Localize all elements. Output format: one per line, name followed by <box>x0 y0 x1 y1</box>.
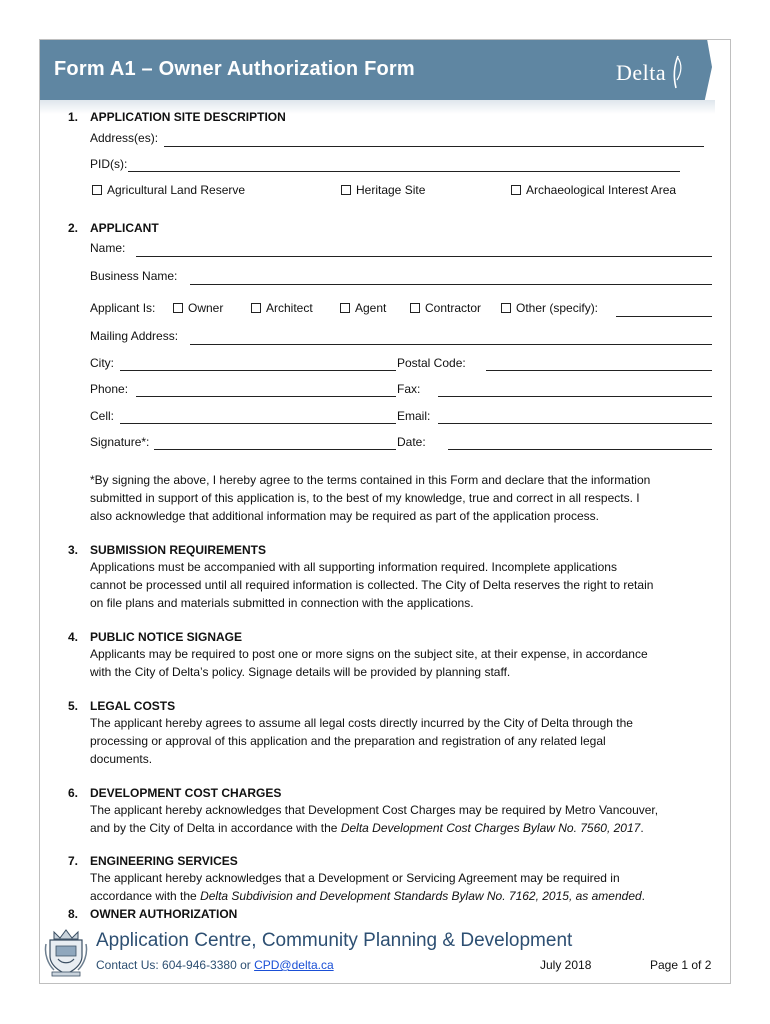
checkbox-archaeological-interest-area[interactable]: Archaeological Interest Area <box>511 183 676 197</box>
postal-code-field[interactable] <box>486 370 712 371</box>
section-4-heading: 4. PUBLIC NOTICE SIGNAGE <box>68 630 243 644</box>
checkbox-icon <box>173 303 183 313</box>
email-field[interactable] <box>438 423 712 424</box>
contact-email-link[interactable]: CPD@delta.ca <box>254 958 334 972</box>
page-number: Page 1 of 2 <box>650 958 712 972</box>
fax-label: Fax: <box>397 382 421 396</box>
delta-logo <box>616 52 696 92</box>
checkbox-icon <box>251 303 261 313</box>
fax-field[interactable] <box>438 396 712 397</box>
pid-label: PID(s): <box>90 157 128 171</box>
section-5-heading: 5. LEGAL COSTS <box>68 699 176 713</box>
section-8-heading: 8. OWNER AUTHORIZATION <box>68 907 238 921</box>
legal-costs-text: The applicant hereby agrees to assume all legal costs directly incurred by the City of Delta through the processing or approval of this application and the preparation and registration of any related legal documents. <box>90 716 633 766</box>
section-3-heading: 3. SUBMISSION REQUIREMENTS <box>68 543 267 557</box>
signature-field[interactable] <box>154 449 396 450</box>
cell-label: Cell: <box>90 409 115 423</box>
checkbox-icon <box>92 185 102 195</box>
development-cost-charges-text: The applicant hereby acknowledges that Development Cost Charges may be required by Metro Vancouver, and by the City of Delta in accordance with the Delta Development Cost Charges Bylaw No. 7560, 2017. <box>90 803 659 835</box>
footer-title: Application Centre, Community Planning & Development <box>96 930 573 951</box>
logo-text: Delta <box>616 60 667 85</box>
checkbox-other[interactable]: Other (specify): <box>501 301 598 315</box>
address-label: Address(es): <box>90 131 159 145</box>
postal-code-label: Postal Code: <box>397 356 466 370</box>
business-name-field[interactable] <box>190 284 712 285</box>
applicant-is-label: Applicant Is: <box>90 301 156 315</box>
phone-field[interactable] <box>136 396 396 397</box>
address-field[interactable] <box>164 146 704 147</box>
form-title: Form A1 – Owner Authorization Form <box>54 58 415 80</box>
name-field[interactable] <box>136 256 712 257</box>
city-field[interactable] <box>120 370 396 371</box>
checkbox-owner[interactable]: Owner <box>173 301 223 315</box>
city-label: City: <box>90 356 114 370</box>
checkbox-agent[interactable]: Agent <box>340 301 386 315</box>
submission-requirements-text: Applications must be accompanied with all supporting information required. Incomplete applications cannot be processed until all required information is collected. The City of Delta reserves the right to retain on file plans and materials submitted in connection with the applications. <box>90 560 654 610</box>
checkbox-icon <box>410 303 420 313</box>
cell-field[interactable] <box>120 423 396 424</box>
section-2-heading: 2. APPLICANT <box>68 221 159 235</box>
checkbox-icon <box>511 185 521 195</box>
checkbox-icon <box>341 185 351 195</box>
delta-crest-icon <box>44 926 88 978</box>
section-6-heading: 6. DEVELOPMENT COST CHARGES <box>68 786 282 800</box>
checkbox-agricultural-land-reserve[interactable]: Agricultural Land Reserve <box>92 183 245 197</box>
engineering-services-text: The applicant hereby acknowledges that a Development or Servicing Agreement may be required in accordance with the Delta Subdivision and Development Standards Bylaw No. 7162, 2015, as amended. <box>90 871 646 903</box>
email-label: Email: <box>397 409 431 423</box>
footer-contact: Contact Us: 604-946-3380 or CPD@delta.ca <box>96 958 334 972</box>
mailing-address-field[interactable] <box>190 344 712 345</box>
public-notice-signage-text: Applicants may be required to post one or more signs on the subject site, at their expense, in accordance with the City of Delta’s policy. Signage details will be provided by planning staff. <box>90 647 648 679</box>
name-label: Name: <box>90 241 126 255</box>
checkbox-icon <box>501 303 511 313</box>
checkbox-architect[interactable]: Architect <box>251 301 313 315</box>
checkbox-contractor[interactable]: Contractor <box>410 301 481 315</box>
phone-label: Phone: <box>90 382 129 396</box>
date-field[interactable] <box>448 449 712 450</box>
declaration-text: *By signing the above, I hereby agree to the terms contained in this Form and declare that the information submitted in support of this application is, to the best of my knowledge, true and correct in all respects. I also acknowledge that additional information may be required as part of the application process. <box>90 473 651 523</box>
footer-date: July 2018 <box>540 958 592 972</box>
signature-label: Signature*: <box>90 435 150 449</box>
other-specify-field[interactable] <box>616 316 712 317</box>
section-7-heading: 7. ENGINEERING SERVICES <box>68 854 238 868</box>
date-label: Date: <box>397 435 426 449</box>
checkbox-icon <box>340 303 350 313</box>
checkbox-heritage-site[interactable]: Heritage Site <box>341 183 425 197</box>
pid-field[interactable] <box>128 171 680 172</box>
mailing-address-label: Mailing Address: <box>90 329 179 343</box>
section-1-heading: 1. APPLICATION SITE DESCRIPTION <box>68 110 286 124</box>
business-name-label: Business Name: <box>90 269 178 283</box>
